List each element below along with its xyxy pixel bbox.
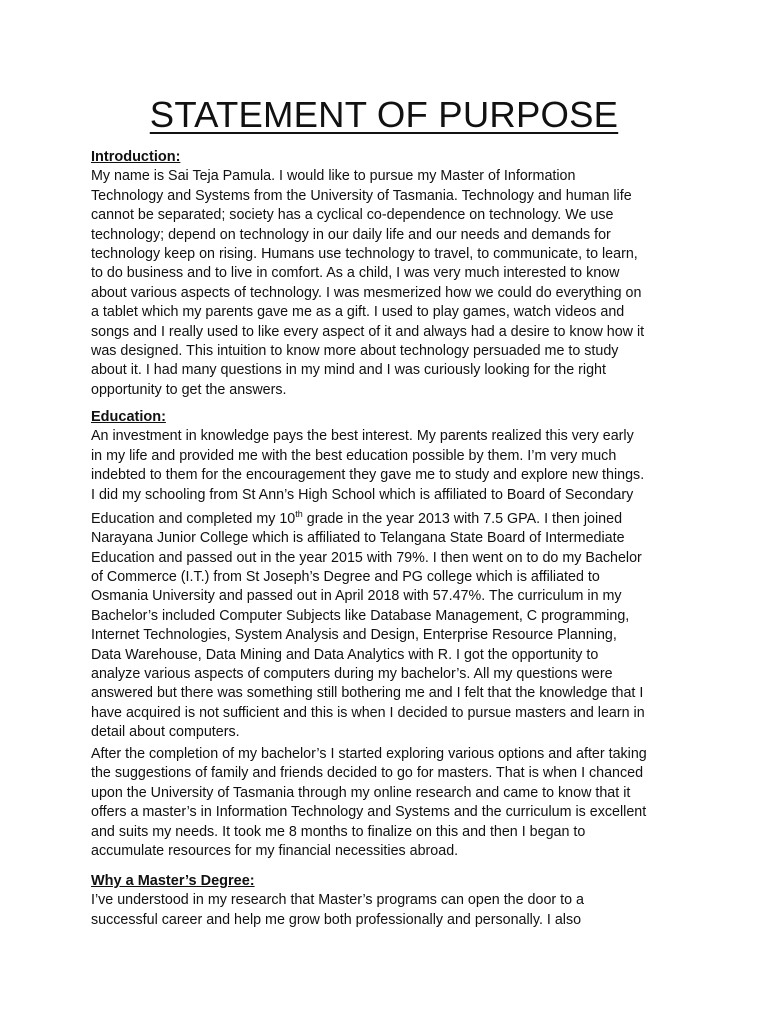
paragraph-line: My name is Sai Teja Pamula. I would like to pursue my Master of Information: [91, 168, 576, 185]
paragraph-line: Education and passed out in the year 2015 with 79%. I then went on to do my Bachelor: [91, 549, 642, 566]
paragraph-line: I did my schooling from St Ann’s High School which is affiliated to Board of Secondary: [91, 486, 634, 503]
paragraph-line: Osmania University and passed out in April 2018 with 57.47%. The curriculum in my: [91, 588, 622, 605]
paragraph-line: have acquired is not sufficient and this is when I decided to pursue masters and learn in: [91, 704, 645, 721]
paragraph-line: Data Warehouse, Data Mining and Data Analytics with R. I got the opportunity to: [91, 646, 599, 663]
paragraph-line: I’ve understood in my research that Master’s programs can open the door to a: [91, 892, 584, 909]
document-title-text: STATEMENT OF PURPOSE: [149, 94, 619, 135]
paragraph-line: detail about computers.: [91, 724, 240, 741]
paragraph-line: After the completion of my bachelor’s I started exploring various options and after taking: [91, 746, 647, 762]
paragraph-line: successful career and help me grow both professionally and personally. I also: [91, 911, 582, 928]
paragraph-line: and suits my needs. It took me 8 months to finalize on this and then I began to: [91, 823, 586, 840]
paragraph-line: Bachelor’s included Computer Subjects like Database Management, C programming,: [91, 607, 630, 624]
paragraph-line: was designed. This intuition to know more about technology persuaded me to study: [91, 343, 619, 360]
grade-line-superscript: th: [295, 509, 303, 520]
why-masters-heading: Why a Master’s Degree:: [91, 873, 255, 889]
introduction-paragraph: [91, 167, 683, 400]
paragraph-line: songs and I really used to like every aspect of it and always had a desire to know how it: [91, 323, 645, 340]
paragraph-line: a tablet which my parents gave me as a gift. I used to play games, watch videos and: [91, 304, 625, 321]
paragraph-line: the suggestions of family and friends decided to go for masters. That is when I chanced: [91, 765, 644, 782]
paragraph-line: of Commerce (I.T.) from St Joseph’s Degree and PG college which is affiliated to: [91, 569, 600, 586]
after-bachelors-section: [91, 745, 683, 861]
education-heading: Education:: [91, 409, 166, 425]
paragraph-line: upon the University of Tasmania through my online research and came to know that it: [91, 784, 631, 801]
paragraph-line: Technology and Systems from the University of Tasmania. Technology and human life: [91, 187, 632, 204]
paragraph-line-grade: [91, 505, 683, 529]
paragraph-line: in my life and provided me with the best education possible by them. I’m very much: [91, 447, 617, 464]
grade-line-before: Education and completed my 10: [91, 510, 296, 527]
paragraph-line: analyze various aspects of computers during my bachelor’s. All my questions were: [91, 666, 613, 683]
paragraph-line: about various aspects of technology. I was mesmerized how we could do everything on: [91, 284, 642, 301]
education-paragraph: [91, 427, 683, 742]
paragraph-line: about it. I had many questions in my mind and I was curiously looking for the right: [91, 362, 606, 379]
paragraph-line: Narayana Junior College which is affiliated to Telangana State Board of Intermediate: [91, 530, 625, 547]
paragraph-line: technology; depend on technology in our daily life and our needs and demands for: [91, 226, 611, 243]
why-masters-section: [91, 872, 683, 930]
paragraph-line: An investment in knowledge pays the best interest. My parents realized this very early: [91, 428, 634, 445]
after-bachelors-paragraph: [91, 745, 683, 861]
why-masters-paragraph: [91, 891, 683, 930]
paragraph-line: answered but there was something still bothering me and I felt that the knowledge that I: [91, 685, 644, 702]
paragraph-line: offers a master’s in Information Technology and Systems and the curriculum is excellent: [91, 804, 647, 821]
paragraph-line: to do business and to live in comfort. As a child, I was very much interested to know: [91, 265, 620, 282]
paragraph-line: accumulate resources for my financial necessities abroad.: [91, 843, 459, 860]
paragraph-line: opportunity to get the answers.: [91, 381, 287, 398]
paragraph-line: cannot be separated; society has a cyclical co-dependence on technology. We use: [91, 207, 614, 224]
introduction-section: [91, 148, 683, 400]
education-section: [91, 408, 683, 743]
paragraph-line: technology keep on rising. Humans use technology to travel, to communicate, to learn,: [91, 246, 638, 263]
introduction-heading: Introduction:: [91, 149, 181, 165]
document-title: [0, 92, 768, 138]
paragraph-line: indebted to them for the encouragement they gave me to study and explore new things.: [91, 467, 645, 484]
paragraph-line: Internet Technologies, System Analysis and Design, Enterprise Resource Planning,: [91, 627, 617, 644]
grade-line-after: grade in the year 2013 with 7.5 GPA. I then joined: [302, 510, 623, 527]
